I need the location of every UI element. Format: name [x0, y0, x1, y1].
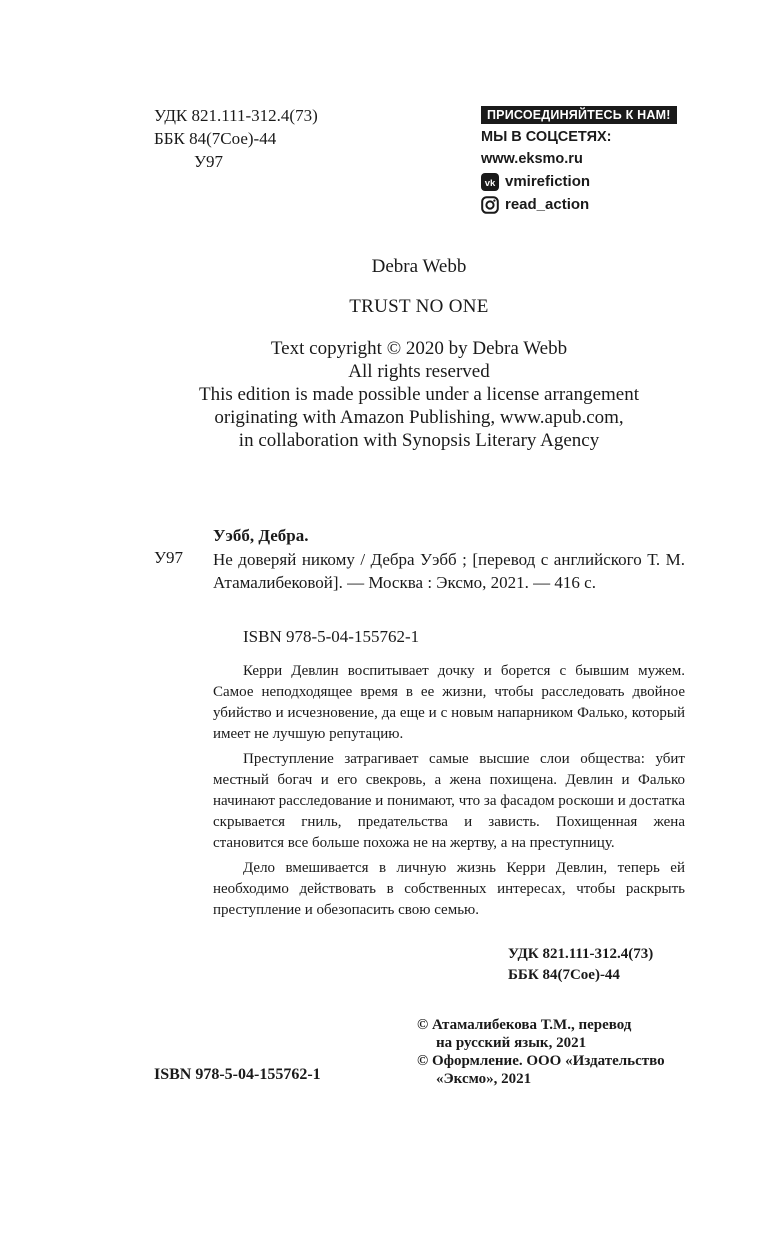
- footer-copyrights: [417, 1016, 665, 1088]
- design-copyright: © Оформление. ООО «Издательство: [417, 1053, 665, 1069]
- original-author: Debra Webb: [371, 256, 467, 277]
- vk-row[interactable]: [481, 170, 677, 193]
- annotation-paragraph: Дело вмешивается в личную жизнь Керри Девлин, теперь ей необходимо действовать в собственных интересах, чтобы раскрыть преступление и обезопасить свою семью.: [213, 860, 685, 918]
- copyright-block: [0, 337, 768, 452]
- copyright-line: This edition is made possible under a license arrangement: [198, 384, 640, 405]
- join-banner: ПРИСОЕДИНЯЙТЕСЬ К НАМ!: [481, 106, 677, 124]
- annotation-paragraph: Преступление затрагивает самые высшие слои общества: убит местный богач и его свекровь, а жена похищена. Девлин и Фалько начинают расследование и понимают, что за фасадом роскоши и достатка скрывается гниль, предательства и зависть. Похищенная жена становится все больше похожа не на жертву, а на преступницу.: [213, 751, 685, 851]
- annotation: [213, 661, 685, 925]
- translation-copyright: © Атамалибекова Т.М., перевод: [417, 1017, 632, 1033]
- classification-codes: [154, 104, 318, 173]
- copyright-line: All rights reserved: [348, 361, 490, 382]
- footer-isbn: ISBN 978-5-04-155762-1: [154, 1066, 321, 1083]
- social-block: [481, 106, 677, 216]
- bbk-code: ББК 84(7Сое)-44: [154, 129, 277, 148]
- social-heading: МЫ В СОЦСЕТЯХ:: [481, 129, 612, 145]
- bib-description: Не доверяй никому / Дебра Уэбб ; [перевод с английского Т. М. Атамалибековой]. — Москва : Эксмо, 2021. — 416 с.: [213, 550, 685, 592]
- copyright-line: originating with Amazon Publishing, www.apub.com,: [214, 407, 624, 428]
- translation-copyright-cont: на русский язык, 2021: [436, 1035, 587, 1051]
- vk-icon: [481, 173, 499, 191]
- copyright-line: Text copyright © 2020 by Debra Webb: [270, 338, 568, 359]
- instagram-icon: [481, 196, 499, 214]
- bib-isbn: ISBN 978-5-04-155762-1: [243, 627, 420, 646]
- design-copyright-cont: «Эксмо», 2021: [436, 1071, 532, 1087]
- footer-codes: [508, 944, 653, 986]
- original-title: TRUST NO ONE: [349, 296, 489, 317]
- annotation-paragraph: Керри Девлин воспитывает дочку и борется с бывшим мужем. Самое неподходящее время в ее жизни, чтобы расследовать двойное убийство и исчезновение, да еще и с новым напарником Фалько, который имеет не лучшую репутацию.: [213, 663, 685, 742]
- instagram-handle: read_action: [505, 196, 590, 213]
- author-mark: У97: [194, 152, 224, 171]
- bib-code: У97: [154, 548, 184, 567]
- copyright-line: in collaboration with Synopsis Literary Agency: [238, 430, 600, 451]
- bib-author-heading: Уэбб, Дебра.: [213, 526, 309, 545]
- vk-handle: vmirefiction: [505, 173, 591, 190]
- footer-bbk: ББК 84(7Сое)-44: [508, 967, 620, 983]
- udk-code: УДК 821.111-312.4(73): [154, 106, 318, 125]
- footer-udk: УДК 821.111-312.4(73): [508, 946, 654, 962]
- instagram-row[interactable]: [481, 193, 677, 216]
- svg-text:vk: vk: [484, 177, 496, 189]
- website-link[interactable]: www.eksmo.ru: [481, 151, 583, 167]
